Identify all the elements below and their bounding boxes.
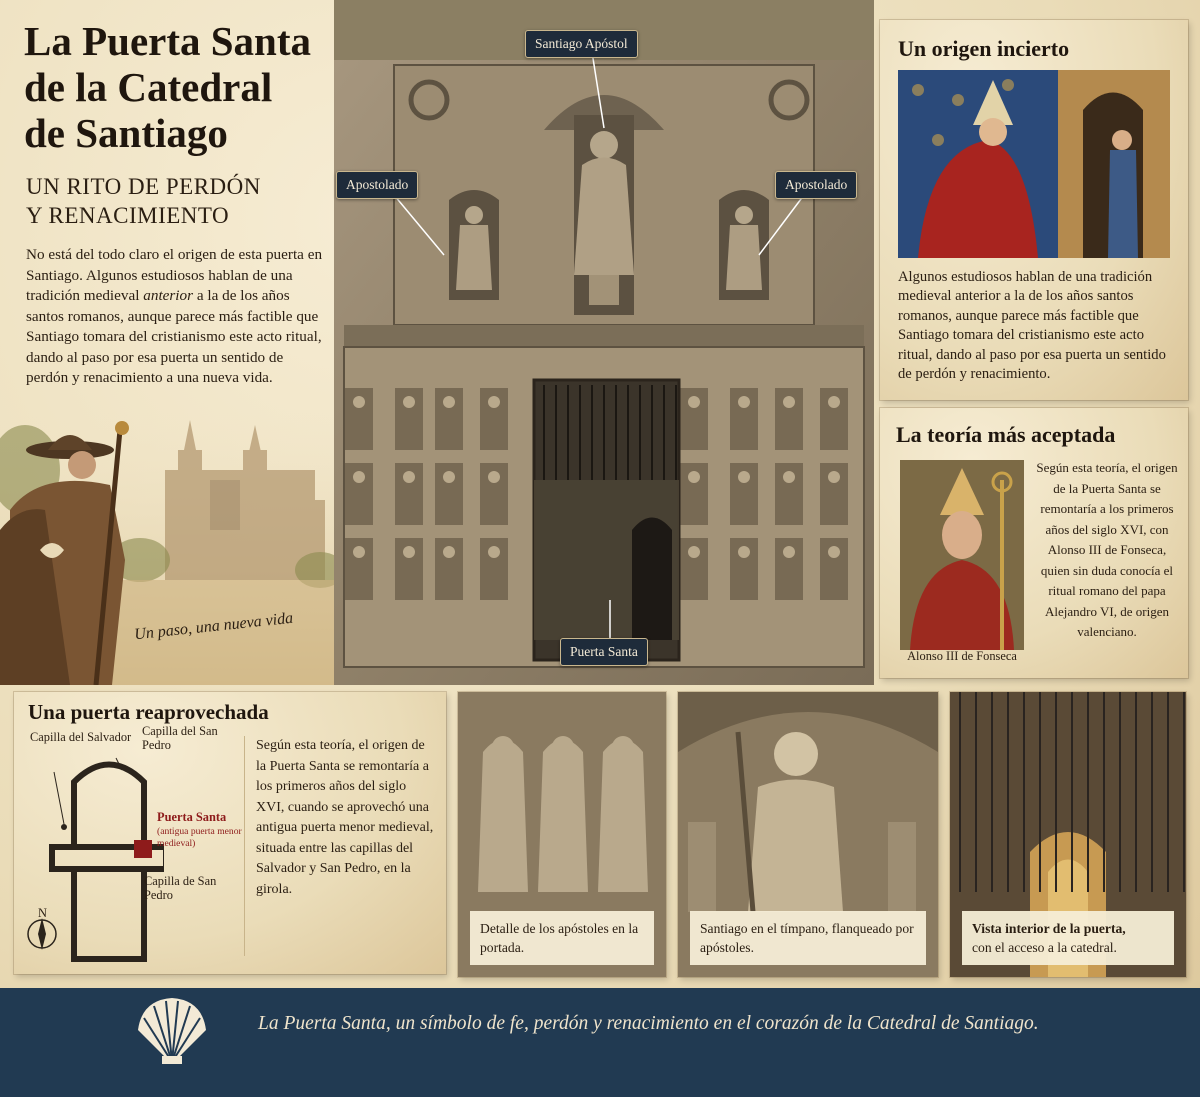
interior-caption-rest: con el acceso a la catedral. <box>972 940 1117 955</box>
label-puerta-note: (antigua puerta menor medieval) <box>157 826 242 849</box>
relief-figure-head <box>488 471 500 483</box>
origin-title: Un origen incierto <box>898 36 1070 61</box>
reuse-text: Según esta teoría, el origen de la Puerta Santa se remontaría a los primeros años del siglo XVI, cuando se aprovechó una antigua puerta menor medieval, situada entre las capillas del Salvador y San Pedro, en la girola. <box>256 738 434 897</box>
photo-tympanum <box>678 692 938 977</box>
tag-apostolado-left: Apostolado <box>336 171 418 199</box>
relief-figure-head <box>403 546 415 558</box>
relief-figure-head <box>688 546 700 558</box>
relief-figure-head <box>738 471 750 483</box>
intro-text-a: No está del todo claro el origen de esta puerta en Santiago. Algunos estudiosos hablan de una tradición medieval <box>26 246 323 304</box>
relief-figure-head <box>488 546 500 558</box>
label-capilla-sanpedro-bottom: Capilla de San Pedro <box>144 874 217 902</box>
photo-apostles <box>458 692 666 977</box>
intro-column <box>0 0 340 685</box>
portrait-caption: Alonso III de Fonseca <box>907 649 1017 663</box>
title-line-3: de Santiago <box>24 110 228 156</box>
relief-figure-head <box>738 546 750 558</box>
title-line-1: La Puerta Santa <box>24 18 311 64</box>
tag-puerta-santa: Puerta Santa <box>560 638 648 666</box>
page-title <box>24 18 344 156</box>
relief-figure-head <box>353 396 365 408</box>
reuse-title: Una puerta reaprovechada <box>28 700 269 724</box>
intro-paragraph <box>26 245 326 389</box>
relief-figure-head <box>828 471 840 483</box>
relief-figure-head <box>353 546 365 558</box>
interior-caption-bold: Vista interior de la puerta, <box>972 921 1126 936</box>
theory-panel <box>880 408 1188 678</box>
label-capilla-sanpedro-top: Capilla del San Pedro <box>142 724 218 752</box>
relief-figure-head <box>403 471 415 483</box>
interior-caption <box>962 911 1174 965</box>
relief-figure-head <box>783 396 795 408</box>
theory-text: Según esta teoría, el origen de la Puerta Santa se remontaría a los primeros años del siglo XVI, con Alonso III de Fonseca, quien sin duda conocía el ritual romano del papa Alejandro VI, de origen valenciano. <box>1036 460 1178 639</box>
label-puerta-santa: Puerta Santa <box>157 810 227 824</box>
footer-text: La Puerta Santa, un símbolo de fe, perdón y renacimiento en el corazón de la Catedral de Santiago. <box>258 1013 1039 1034</box>
relief-figure-head <box>688 396 700 408</box>
footer-banner <box>0 988 1200 1097</box>
relief-figure-head <box>688 471 700 483</box>
puerta-santa-marker <box>134 840 152 858</box>
compass-north-label: N <box>38 906 47 920</box>
subtitle-line-1: UN RITO DE PERDÓN <box>26 174 261 199</box>
compass-icon <box>28 918 56 950</box>
pilgrim-caption: Un paso, una nueva vida <box>133 609 294 644</box>
relief-figure-head <box>443 546 455 558</box>
tympanum-caption: Santiago en el tímpano, flanqueado por apóstoles. <box>690 911 926 965</box>
relief-figure-head <box>443 471 455 483</box>
cathedral-floor-plan <box>24 752 164 962</box>
pilgrim-illustration <box>0 410 340 685</box>
intro-text-b: a la de los años santos romanos, aunque parece más factible que Santiago tomara del cristianismo este acto ritual, dando al paso por esa puerta un sentido de perdón y renacimiento a una nueva vida. <box>26 287 322 386</box>
relief-figure-head <box>403 396 415 408</box>
relief-figure-head <box>738 396 750 408</box>
relief-figure-head <box>828 546 840 558</box>
apostles-caption: Detalle de los apóstoles en la portada. <box>470 911 654 965</box>
relief-figure-head <box>783 546 795 558</box>
label-capilla-salvador: Capilla del Salvador <box>30 730 132 744</box>
origin-panel <box>880 20 1188 400</box>
page-subtitle <box>26 172 326 230</box>
fonseca-portrait <box>900 460 1024 650</box>
relief-figure-head <box>783 471 795 483</box>
origin-text: Algunos estudiosos hablan de una tradición medieval anterior a la de los años santos romanos, aunque parece más factible que Santiago tomara del cristianismo este acto ritual, dando al paso por esa puerta un sentido de perdón y renacimiento. <box>898 269 1166 383</box>
intro-emphasis: anterior <box>143 287 194 304</box>
scallop-shell-icon <box>134 996 210 1068</box>
apostle-statue-right-icon <box>719 190 769 300</box>
photo-interior <box>950 692 1186 977</box>
relief-figure-head <box>828 396 840 408</box>
panel-divider <box>244 736 245 956</box>
title-line-2: de la Catedral <box>24 64 273 110</box>
tag-apostolado-right: Apostolado <box>775 171 857 199</box>
bishop-manuscript-illustration <box>898 70 1170 258</box>
subtitle-line-2: Y RENACIMIENTO <box>26 203 230 228</box>
relief-figure-head <box>443 396 455 408</box>
reuse-panel <box>14 692 446 974</box>
relief-figure-head <box>488 396 500 408</box>
relief-figure-head <box>353 471 365 483</box>
theory-title: La teoría más aceptada <box>896 422 1116 447</box>
apostle-statue-left-icon <box>449 190 499 300</box>
facade-illustration <box>334 0 874 685</box>
tag-santiago-apostol: Santiago Apóstol <box>525 30 638 58</box>
